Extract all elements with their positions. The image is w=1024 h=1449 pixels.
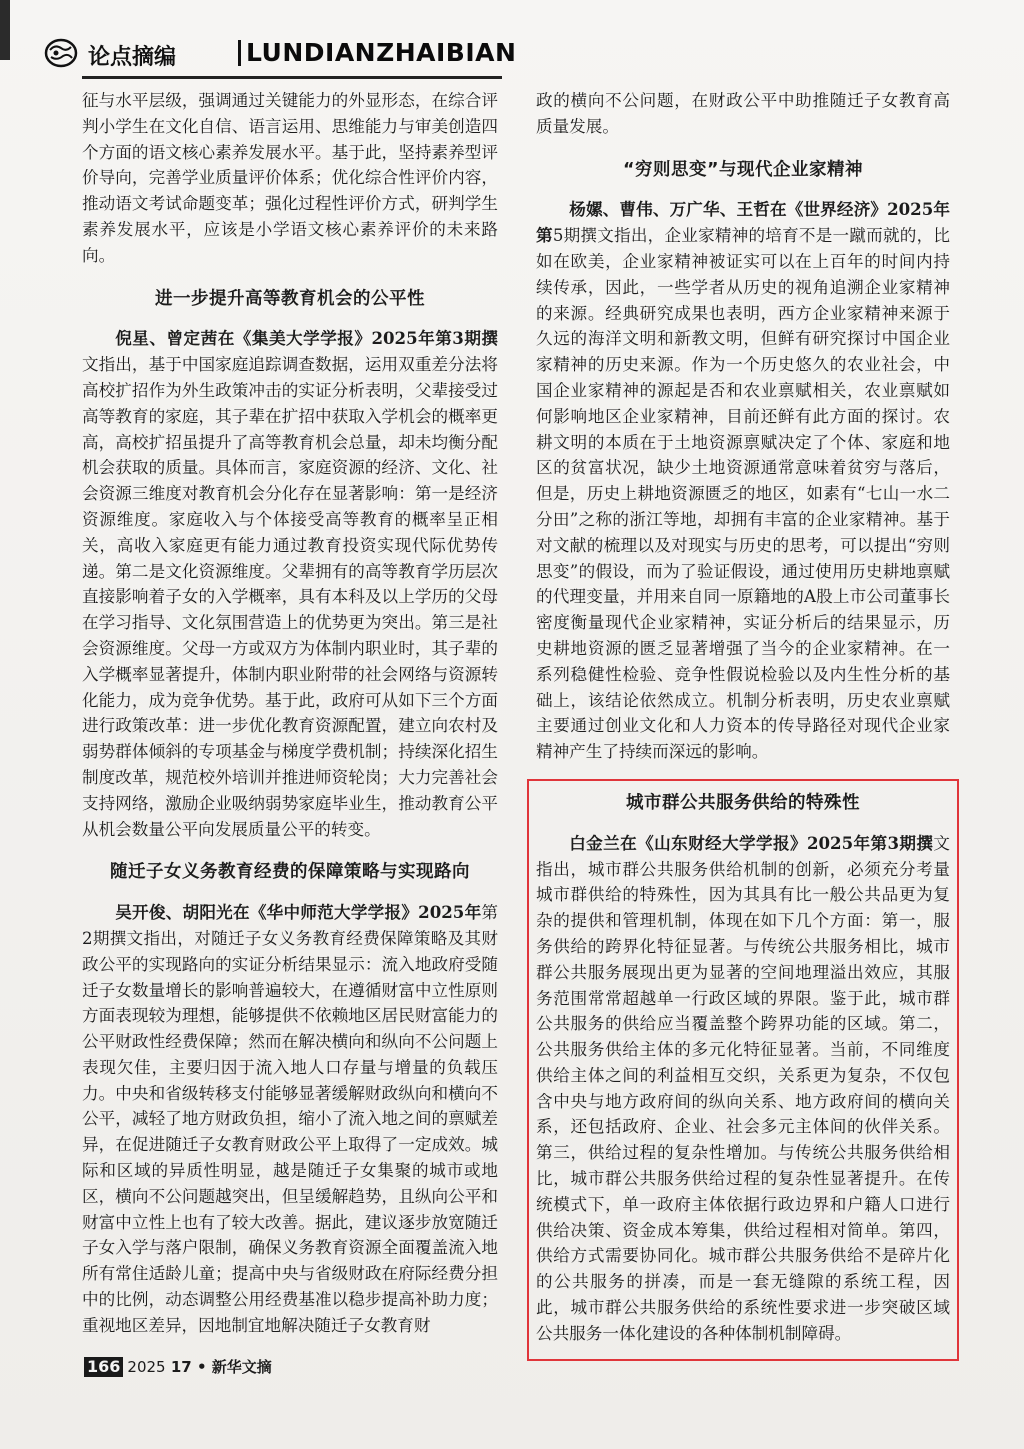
article-paragraph [536,197,950,765]
header-rule [82,76,502,79]
globe-logo-icon [44,38,78,68]
article-body: 文指出，城市群公共服务供给机制的创新，必须充分考量城市群供给的特殊性，因为其具有比一般公共品更为复杂的提供和管理机制，体现在如下几个方面：第一，服务供给的跨界化特征显著。与传统公共服务相比，城市群公共服务展现出更为显著的空间地理溢出效应，其服务范围常常超越单一行政区域的界限。鉴于此，城市群公共服务的供给应当覆盖整个跨界功能的区域。第二，公共服务供给主体的多元化特征显著。当前，不同维度供给主体之间的利益相互交织，关系更为复杂，不仅包含中央与地方政府间的纵向关系、地方政府间的横向关系，还包括政府、企业、社会多元主体间的伙伴关系。第三，供给过程的复杂性增加。与传统公共服务供给相比，城市群公共服务供给过程的复杂性显著提升。在传统模式下，单一政府主体依据行政边界和户籍人口进行供给决策、资金成本筹集，供给过程相对简单。第四，供给方式需要协同化。城市群公共服务供给不是碎片化的公共服务的拼凑，而是一套无缝隙的系统工程，因此，城市群公共服务供给的系统性要求进一步突破区域公共服务一体化建设的各种体制机制障碍。 [536,833,950,1343]
article-authors: 吴开俊、胡阳光在《华中师范大学学报》2025年 [115,902,482,923]
section-title-en: LUNDIANZHAIBIAN [246,38,517,67]
scan-edge [0,0,10,60]
article-paragraph [82,900,498,1339]
section-title-cn: 论点摘编 [88,45,177,70]
article-title: “穷则思变”与现代企业家精神 [622,159,863,180]
continued-paragraph: 政的横向不公问题，在财政公平中助推随迁子女教育高质量发展。 [536,91,950,136]
article-body: 文指出，基于中国家庭追踪调查数据，运用双重差分法将高校扩招作为外生政策冲击的实证分析表明，父辈接受过高等教育的家庭，其子辈在扩招中获取入学机会的概率更高，高校扩招虽提升了高等教育机会总量，却未均衡分配机会获取的质量。具体而言，家庭资源的经济、文化、社会资源三维度对教育机会分化存在显著影响：第一是经济资源维度。家庭收入与个体接受高等教育的概率呈正相关，高收入家庭更有能力通过教育投资实现代际优势传递。第二是文化资源维度。父辈拥有的高等教育学历层次直接影响着子女的入学概率，具有本科及以上学历的父母在学习指导、文化氛围营造上的优势更为突出。第三是社会资源维度。父母一方或双方为体制内职业时，其子辈的入学概率显著提升，体制内职业附带的社会网络与资源转化能力，成为竞争优势。基于此，政府可从如下三个方面进行政策改革：进一步优化教育资源配置，建立向农村及弱势群体倾斜的专项基金与梯度学费机制；持续深化招生制度改革，规范校外培训并推进师资轮岗；大力完善社会支持网络，激励企业吸纳弱势家庭毕业生，推动教育公平从机会数量公平向发展质量公平的转变。 [82,355,498,839]
article-title: 随迁子女义务教育经费的保障策略与实现路向 [110,862,470,883]
article-title: 城市群公共服务供给的特殊性 [626,792,860,813]
continued-paragraph: 征与水平层级，强调通过关键能力的外显形态，在综合评判小学生在文化自信、语言运用、思维能力与审美创造四个方面的语文核心素养发展水平。基于此，坚持素养型评价导向，完善学业质量评价体系；优化综合性评价内容，推动语文考试命题变革；强化过程性评价方式，研判学生素养发展水平，应该是小学语文核心素养评价的未来路向。 [82,91,498,265]
issue-year: 2025 [127,1358,166,1376]
article-authors: 倪星、曾定茜在《集美大学学报》2025年第3期撰 [115,328,498,349]
page-footer [84,1356,272,1378]
highlight-box [527,779,959,1361]
issue-number: 17 [170,1358,192,1376]
section-header [44,36,517,74]
magazine-name: 新华文摘 [211,1358,272,1376]
article-authors: 杨嫘、曹伟、万广华、王哲在《世界经济》2025年第 [536,199,950,246]
article-title: 进一步提升高等教育机会的公平性 [155,288,425,309]
page-number: 166 [84,1357,123,1377]
article-body: 5期撰文指出，企业家精神的培育不是一蹴而就的，比如在欧美，企业家精神被证实可以在上百年的时间内持续传承，因此，一些学者从历史的视角追溯企业家精神的来源。经典研究成果也表明，西方企业家精神来源于久远的海洋文明和新教文明，但鲜有研究探讨中国企业家精神的历史来源。作为一个历史悠久的农业社会，中国企业家精神的源起是否和农业禀赋相关，农业禀赋如何影响地区企业家精神，目前还鲜有此方面的探讨。农耕文明的本质在于土地资源禀赋决定了个体、家庭和地区的贫富状况，缺少土地资源通常意味着贫穷与落后，但是，历史上耕地资源匮乏的地区，如素有“七山一水二分田”之称的浙江等地，却拥有丰富的企业家精神。基于对文献的梳理以及对现实与历史的思考，可以提出“穷则思变”的假设，而为了验证假设，通过使用历史耕地禀赋的代理变量，并用来自同一原籍地的A股上市公司董事长密度衡量现代企业家精神，实证分析后的结果显示，历史耕地资源的匮乏显著增强了当今的企业家精神。在一系列稳健性检验、竞争性假说检验以及内生性分析的基础上，该结论依然成立。机制分析表明，历史农业禀赋主要通过创业文化和人力资本的传导路径对现代企业家精神产生了持续而深远的影响。 [536,226,950,762]
footer-separator: • [196,1358,207,1376]
article-body: 第2期撰文指出，对随迁子女义务教育经费保障策略及其财政公平的实现路向的实证分析结果显示：流入地政府受随迁子女数量增长的影响普遍较大，在遵循财富中立性原则方面表现较为理想，能够提供不依赖地区居民财富能力的公平财政性经费保障；然而在解决横向和纵向不公问题上表现欠佳，主要归因于流入地人口存量与增量的负载压力。中央和省级转移支付能够显著缓解财政纵向和横向不公平，减轻了地方财政负担，缩小了流入地之间的禀赋差异，在促进随迁子女教育财政公平上取得了一定成效。城际和区域的异质性明显，越是随迁子女集聚的城市或地区，横向不公问题越突出，但呈缓解趋势，且纵向公平和财富中立性上也有了较大改善。据此，建议逐步放宽随迁子女入学与落户限制，确保义务教育资源全面覆盖流入地所有常住适龄儿童；提高中央与省级财政在府际经费分担中的比例，动态调整公用经费基准以稳步提高补助力度；重视地区差异，因地制宜地解决随迁子女教育财 [82,903,498,1335]
article-authors: 白金兰在《山东财经大学学报》2025年第3期撰 [569,832,934,853]
left-column [82,88,498,1339]
header-divider [238,40,241,66]
article-paragraph [82,326,498,842]
